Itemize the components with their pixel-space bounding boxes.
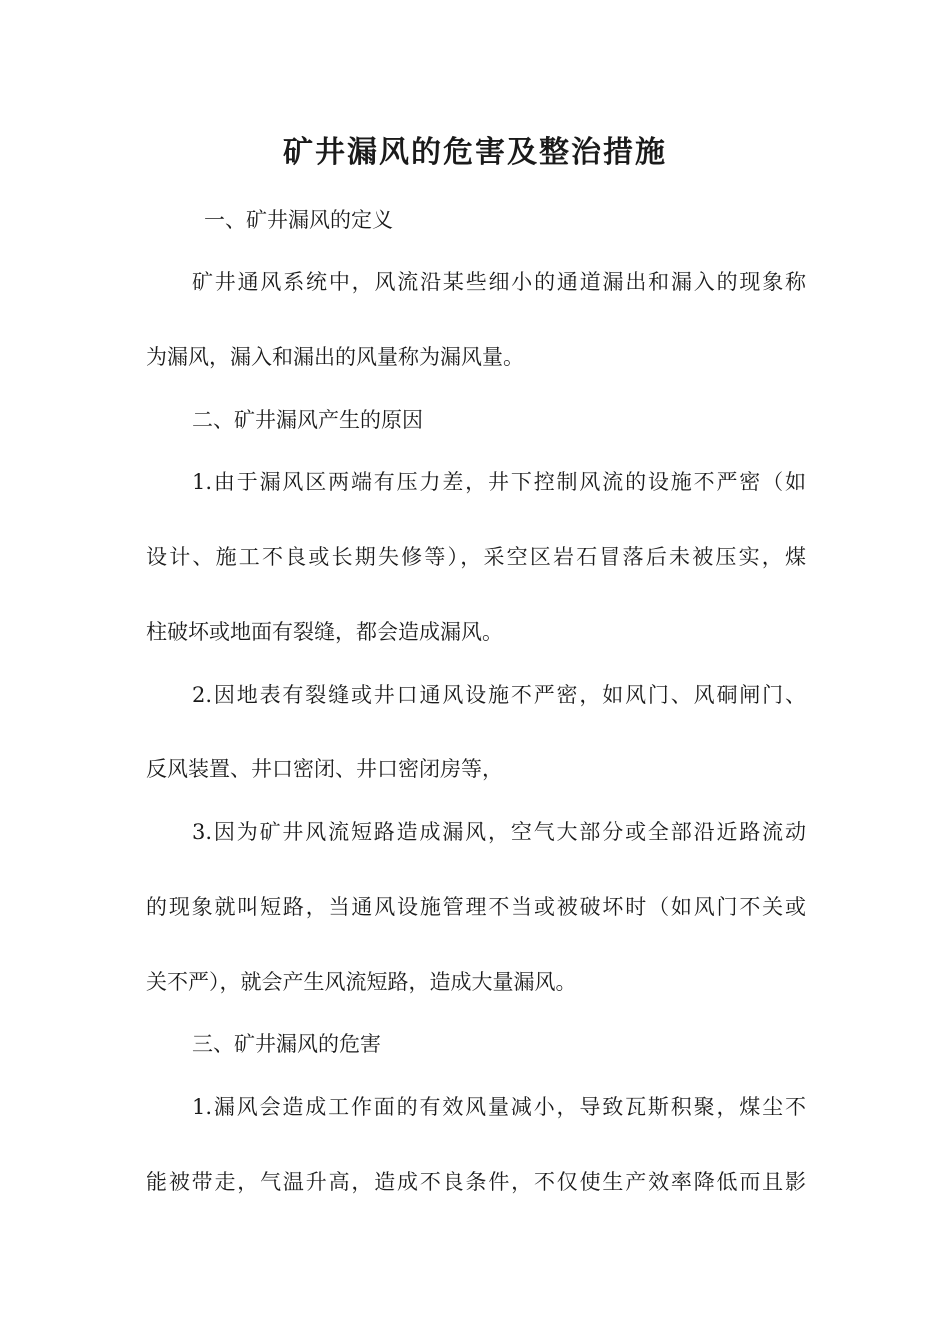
paragraph-line: 3.因为矿井风流短路造成漏风，空气大部分或全部沿近路流动 <box>192 820 806 844</box>
paragraph-line: 柱破坏或地面有裂缝，都会造成漏风。 <box>146 620 503 644</box>
document-title: 矿井漏风的危害及整治措施 <box>283 135 667 170</box>
paragraph-line: 能被带走，气温升高，造成不良条件，不仅使生产效率降低而且影 <box>146 1170 806 1194</box>
paragraph-line: 2.因地表有裂缝或井口通风设施不严密，如风门、风硐闸门、 <box>192 683 806 707</box>
paragraph-line: 反风装置、井口密闭、井口密闭房等， <box>146 757 503 781</box>
paragraph-line: 为漏风，漏入和漏出的风量称为漏风量。 <box>146 345 524 369</box>
section-heading-hazards: 三、矿井漏风的危害 <box>192 1032 381 1056</box>
paragraph-line: 的现象就叫短路，当通风设施管理不当或被破坏时（如风门不关或 <box>146 895 806 919</box>
section-heading-definition: 一、矿井漏风的定义 <box>204 208 393 232</box>
paragraph-line: 关不严），就会产生风流短路，造成大量漏风。 <box>146 970 577 994</box>
section-heading-causes: 二、矿井漏风产生的原因 <box>192 408 423 432</box>
paragraph-line: 矿井通风系统中，风流沿某些细小的通道漏出和漏入的现象称 <box>192 270 806 294</box>
paragraph-line: 1.由于漏风区两端有压力差，井下控制风流的设施不严密（如 <box>192 470 806 494</box>
paragraph-line: 设计、施工不良或长期失修等），采空区岩石冒落后未被压实，煤 <box>146 545 806 569</box>
paragraph-line: 1.漏风会造成工作面的有效风量减小，导致瓦斯积聚，煤尘不 <box>192 1095 806 1119</box>
